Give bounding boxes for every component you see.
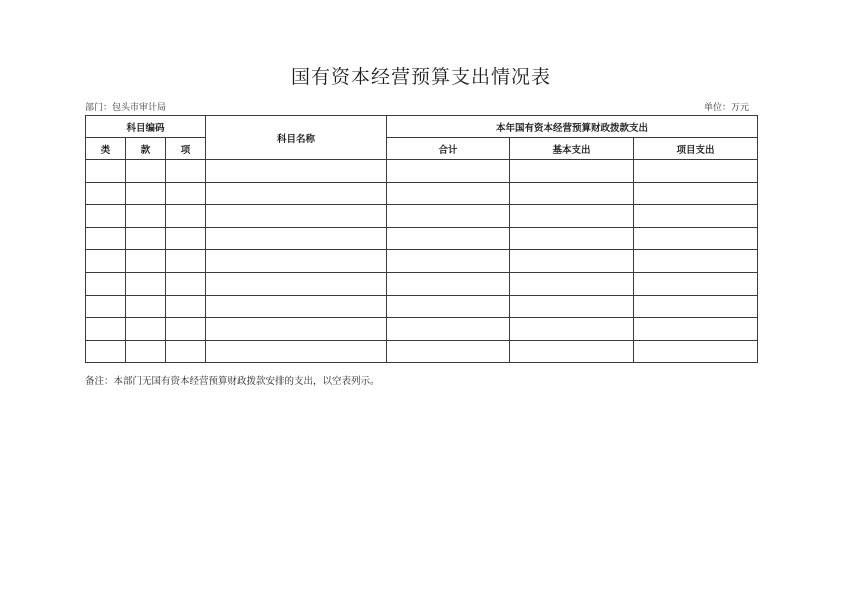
cell-item [166,295,206,318]
cell-class [86,160,126,183]
cell-basic [510,205,634,228]
cell-project [634,182,758,205]
cell-name [206,295,387,318]
cell-project [634,250,758,273]
cell-name [206,250,387,273]
cell-project [634,272,758,295]
cell-basic [510,182,634,205]
cell-section [126,295,166,318]
table-row [86,250,758,273]
table-row [86,295,758,318]
cell-total [387,295,510,318]
cell-item [166,250,206,273]
cell-class [86,295,126,318]
cell-name [206,318,387,341]
cell-section [126,318,166,341]
cell-name [206,272,387,295]
cell-total [387,340,510,363]
cell-item [166,205,206,228]
header-project-expense: 项目支出 [634,138,758,160]
cell-item [166,272,206,295]
cell-project [634,318,758,341]
table-row [86,318,758,341]
cell-total [387,250,510,273]
cell-project [634,295,758,318]
header-basic-expense: 基本支出 [510,138,634,160]
cell-total [387,182,510,205]
cell-section [126,250,166,273]
cell-project [634,160,758,183]
cell-total [387,227,510,250]
cell-project [634,205,758,228]
cell-basic [510,160,634,183]
cell-section [126,160,166,183]
header-total: 合计 [387,138,510,160]
header-subject-name: 科目名称 [206,116,387,160]
table-row [86,340,758,363]
cell-section [126,227,166,250]
page-title: 国有资本经营预算支出情况表 [290,66,551,88]
cell-basic [510,250,634,273]
department-label: 部门：包头市审计局 [85,103,167,113]
cell-name [206,160,387,183]
table-row [86,205,758,228]
header-current-year-expense: 本年国有资本经营预算财政拨款支出 [387,116,758,138]
cell-item [166,227,206,250]
expenditure-table [85,115,758,363]
cell-section [126,272,166,295]
cell-basic [510,295,634,318]
cell-item [166,160,206,183]
cell-project [634,227,758,250]
cell-project [634,340,758,363]
table-row [86,227,758,250]
cell-name [206,340,387,363]
cell-section [126,182,166,205]
cell-class [86,272,126,295]
cell-basic [510,340,634,363]
cell-total [387,160,510,183]
cell-item [166,340,206,363]
cell-section [126,205,166,228]
cell-name [206,227,387,250]
cell-name [206,182,387,205]
unit-label: 单位：万元 [704,103,750,113]
cell-class [86,182,126,205]
header-subject-code: 科目编码 [86,116,206,138]
cell-class [86,340,126,363]
cell-basic [510,227,634,250]
cell-total [387,272,510,295]
cell-total [387,318,510,341]
cell-section [126,340,166,363]
table-row [86,182,758,205]
header-section: 款 [126,138,166,160]
cell-item [166,182,206,205]
cell-class [86,250,126,273]
cell-class [86,318,126,341]
cell-basic [510,318,634,341]
cell-item [166,318,206,341]
footnote: 备注：本部门无国有资本经营预算财政拨款安排的支出，以空表列示。 [85,376,380,387]
cell-basic [510,272,634,295]
cell-class [86,227,126,250]
cell-name [206,205,387,228]
cell-total [387,205,510,228]
table-row [86,160,758,183]
header-class: 类 [86,138,126,160]
header-item: 项 [166,138,206,160]
table-row [86,272,758,295]
cell-class [86,205,126,228]
